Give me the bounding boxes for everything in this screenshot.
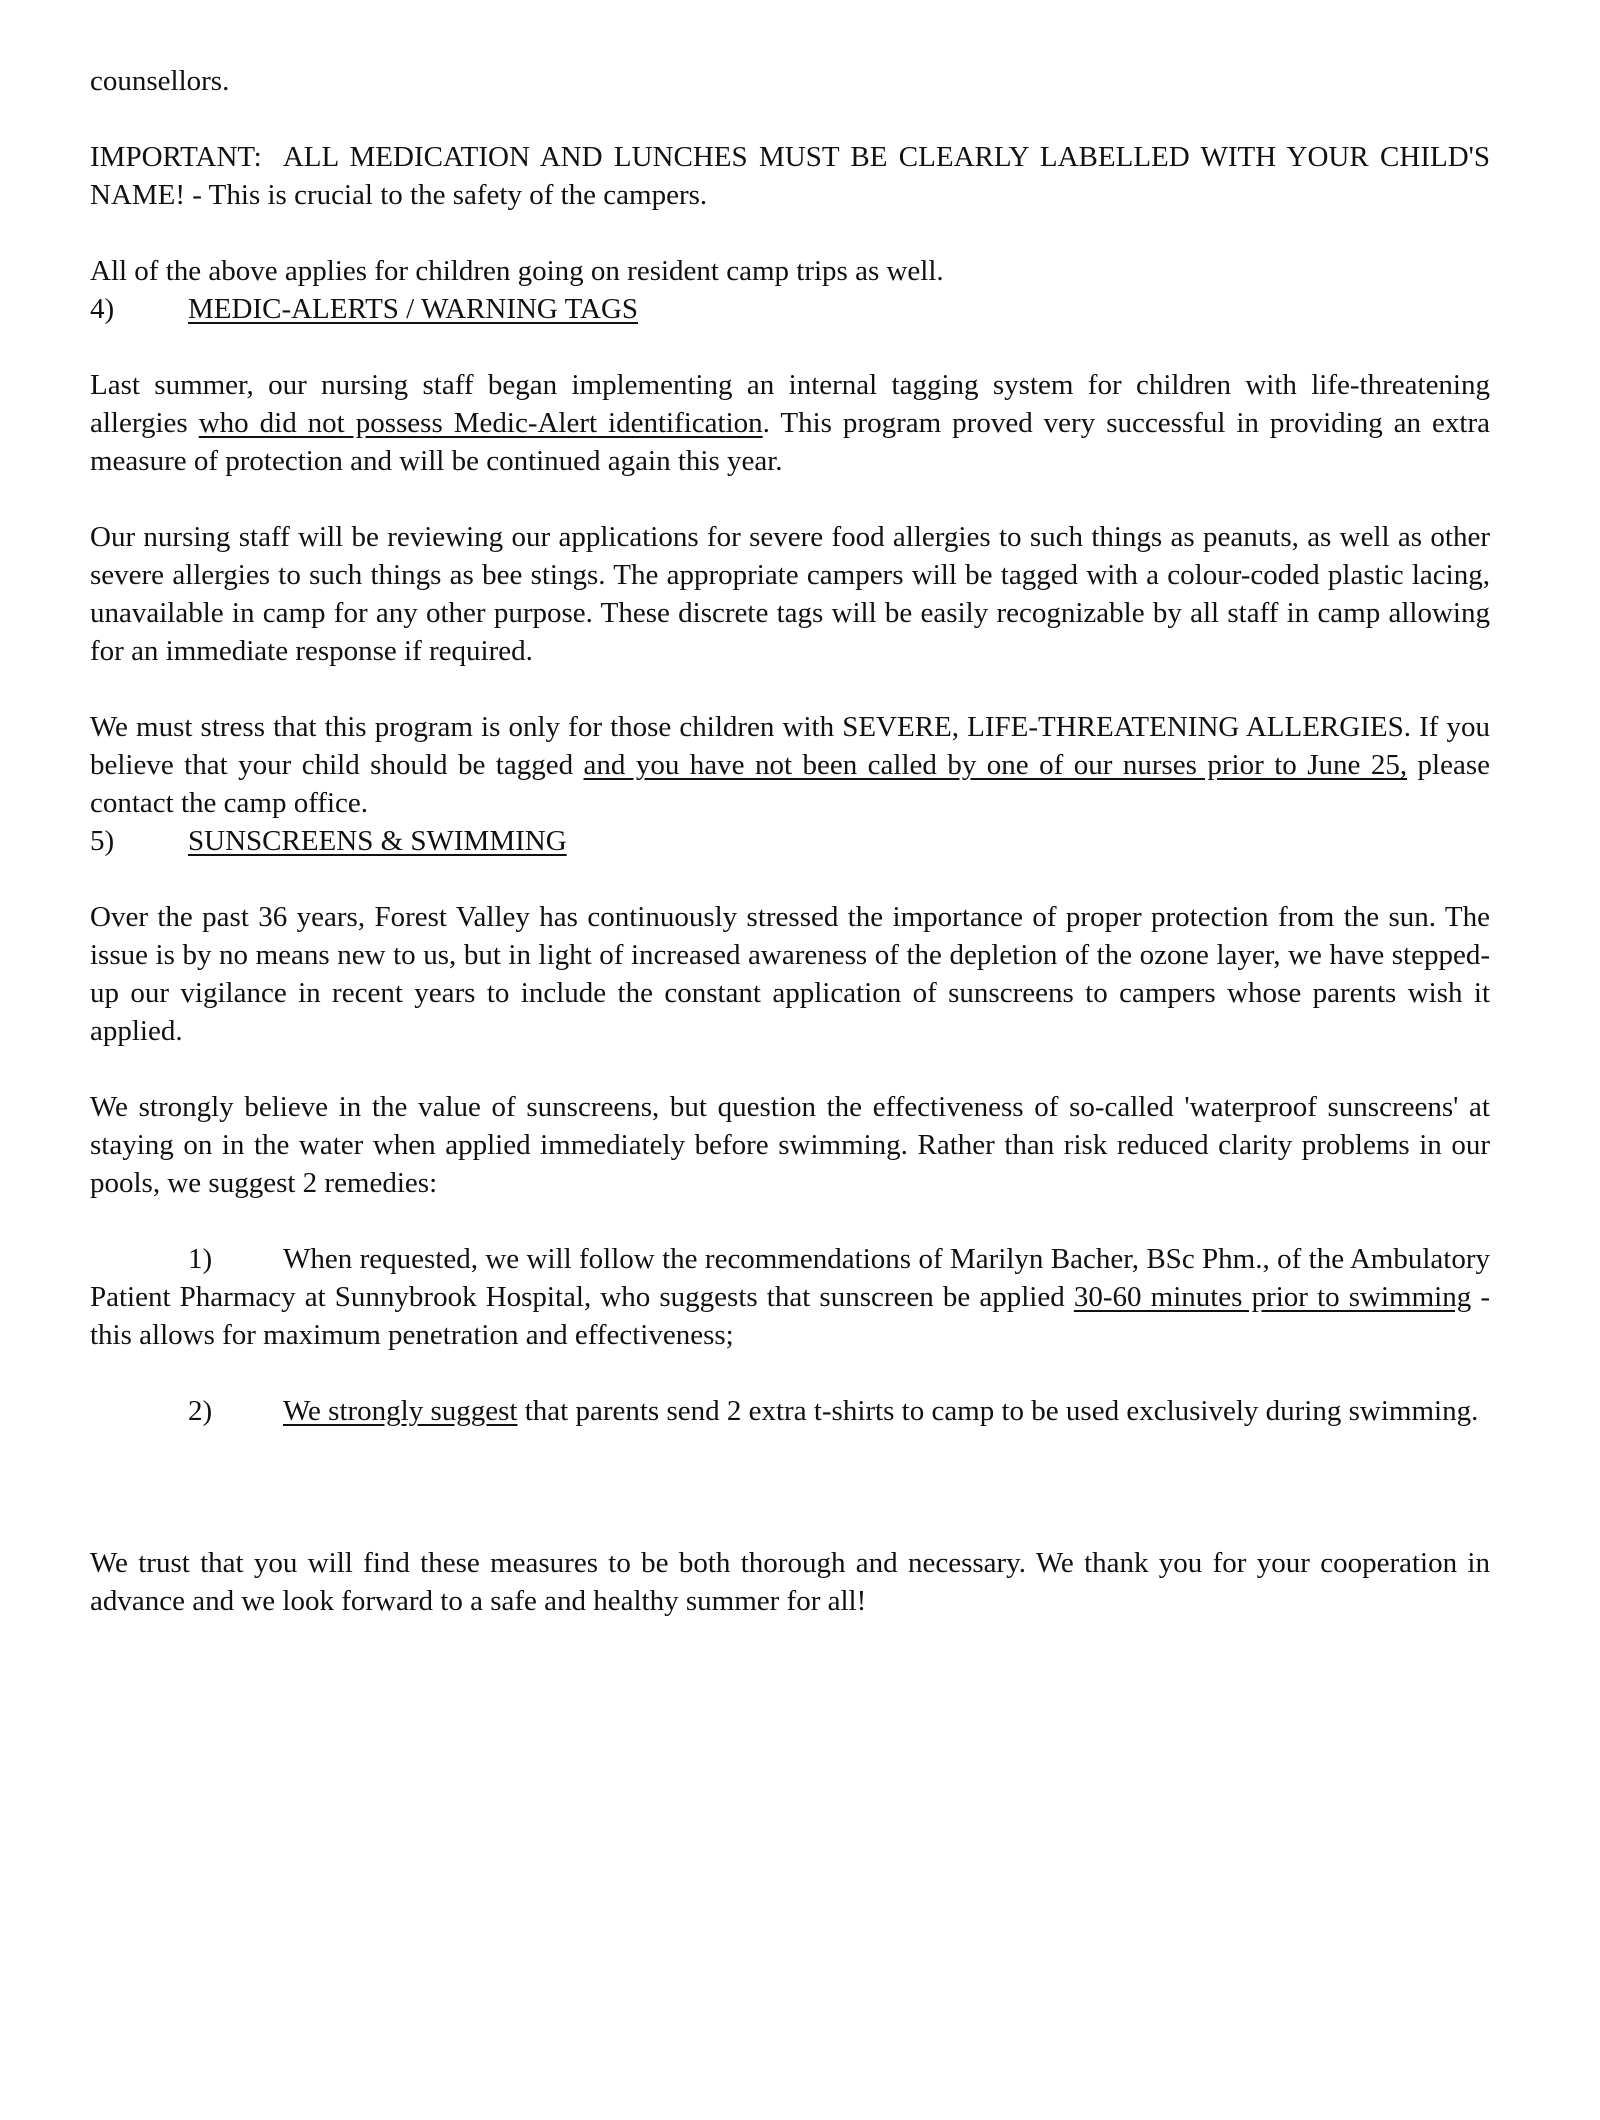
section-4-heading [90,290,1490,328]
underlined-text: We strongly suggest [283,1395,518,1427]
section-5-paragraph-1: Over the past 36 years, Forest Valley has continuously stressed the importance of proper protection from the sun. The issue is by no means new to us, but in light of increased awareness of the depletion of the ozone layer, we have stepped-up our vigilance in recent years to include the constant application of sunscreens to campers whose parents wish it applied. [90,901,1490,1047]
remedy-2 [90,1392,1490,1430]
important-caps-text: ALL MEDICATION AND LUNCHES MUST BE CLEARLY LABELLED WITH YOUR CHILD'S NAME! [90,141,1490,211]
important-rest: - This is crucial to the safety of the campers. [185,179,708,211]
text-run: please contact the camp office. [90,749,1490,819]
section-4-number: 4) [90,293,115,325]
text-run: When requested, we will follow the recommendations of Marilyn Bacher, BSc Phm., of the Ambulatory Patient Pharmacy at Sunnybrook Hospital, who suggests that sunscreen be applied [90,1243,1490,1313]
section-4-title: MEDIC-ALERTS / WARNING TAGS [188,293,639,325]
document-page [90,62,1490,1620]
text-run: that parents send 2 extra t-shirts to camp to be used exclusively during swimming. [517,1395,1479,1427]
text-run: Last summer, our nursing staff began implementing an internal tagging system for children with life-threatening allergies [90,369,1490,439]
section-5-heading [90,822,1490,860]
section-4-paragraph-3 [90,708,1490,822]
resident-camp-note: All of the above applies for children going on resident camp trips as well. [90,255,944,287]
important-label: IMPORTANT: [90,141,262,173]
text-run: - this allows for maximum penetration and effectiveness; [90,1281,1490,1351]
section-4-paragraph-2: Our nursing staff will be reviewing our applications for severe food allergies to such things as peanuts, as well as other severe allergies to such things as bee stings. The appropriate campers will be tagged with a colour-coded plastic lacing, unavailable in camp for any other purpose. These discrete tags will be easily recognizable by all staff in camp allowing for an immediate response if required. [90,521,1490,667]
remedy-2-number: 2) [188,1395,213,1427]
text-run: We must stress that this program is only for those children with SEVERE, LIFE-THREATENING ALLERGIES. If you believe that your child should be tagged [90,711,1490,781]
section-4-paragraph-1 [90,366,1490,480]
section-5-title: SUNSCREENS & SWIMMING [188,825,567,857]
closing-paragraph: We trust that you will find these measures to be both thorough and necessary. We thank you for your cooperation in advance and we look forward to a safe and healthy summer for all! [90,1547,1490,1617]
text-run: . This program proved very successful in providing an extra measure of protection and will be continued again this year. [90,407,1490,477]
underlined-text: 30-60 minutes prior to swimming [1073,1281,1472,1313]
underlined-text: who did not possess Medic-Alert identification [198,407,763,439]
top-fragment: counsellors. [90,65,230,97]
section-5-paragraph-2: We strongly believe in the value of sunscreens, but question the effectiveness of so-called 'waterproof sunscreens' at staying on in the water when applied immediately before swimming. Rather than risk reduced clarity problems in our pools, we suggest 2 remedies: [90,1091,1490,1199]
section-5-number: 5) [90,825,115,857]
remedy-1 [90,1240,1490,1354]
underlined-text: and you have not been called by one of our nurses prior to June 25, [583,749,1408,781]
remedy-1-number: 1) [188,1243,213,1275]
important-notice [90,138,1490,214]
